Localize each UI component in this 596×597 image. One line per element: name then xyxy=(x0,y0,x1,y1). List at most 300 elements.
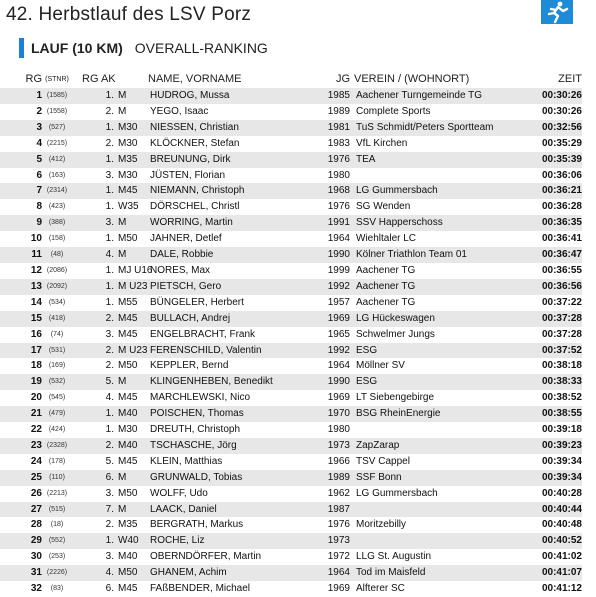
runner-name-cell: DÖRSCHEL, Christl xyxy=(150,201,240,213)
start-number-cell: (18) xyxy=(50,521,64,529)
club-cell: Aachener TG xyxy=(356,296,416,308)
age-class-cell: M45 xyxy=(118,311,148,327)
start-number-cell: (74) xyxy=(50,330,64,338)
ranking-label: OVERALL-RANKING xyxy=(134,40,268,56)
start-number-cell: (2314) xyxy=(42,183,72,199)
table-row xyxy=(0,422,582,438)
page-title: 42. Herbstlauf des LSV Porz xyxy=(6,4,252,25)
birth-year-cell: 1980 xyxy=(327,424,350,436)
age-class-rank-cell: 4. xyxy=(72,565,118,581)
runner-name-cell: LAACK, Daniel xyxy=(148,502,318,518)
birth-year-cell: 1983 xyxy=(327,137,350,149)
rank-cell: 7 xyxy=(0,183,42,199)
age-class-rank-cell: 1. xyxy=(72,406,118,422)
rank-cell: 25 xyxy=(0,470,42,486)
rank-cell: 4 xyxy=(36,137,42,149)
birth-year-cell: 1964 xyxy=(327,360,350,372)
club-cell: SSV Happerschoss xyxy=(354,215,534,231)
table-row xyxy=(0,438,582,454)
birth-year-cell: 1969 xyxy=(318,311,354,327)
age-class-rank-cell: 1. xyxy=(72,533,118,549)
club-cell: LLG St. Augustin xyxy=(356,551,432,563)
birth-year-cell: 1992 xyxy=(318,343,354,359)
runner-name-cell: MARCHLEWSKI, Nico xyxy=(150,392,251,404)
table-row xyxy=(0,454,582,470)
age-class-cell: M45 xyxy=(118,455,138,467)
table-row xyxy=(0,168,582,184)
runner-name-cell: NORES, Max xyxy=(150,264,211,276)
rank-cell: 5 xyxy=(0,152,42,168)
age-class-cell: M50 xyxy=(118,487,138,499)
birth-year-cell: 1990 xyxy=(318,247,354,263)
header-rgak: RG AK xyxy=(82,73,116,85)
age-class-cell: M U23 xyxy=(118,279,148,295)
start-number-cell: (424) xyxy=(48,426,66,434)
age-class-cell: M35 xyxy=(118,152,148,168)
club-cell: LG Gummersbach xyxy=(354,183,534,199)
age-class-rank-cell: 1. xyxy=(105,296,114,308)
club-cell: LG Gummersbach xyxy=(356,487,438,499)
club-cell: Complete Sports xyxy=(356,105,431,117)
runner-logo xyxy=(541,0,573,24)
start-number-cell: (388) xyxy=(42,215,72,231)
runner-name-cell: HUDROG, Mussa xyxy=(148,88,318,104)
age-class-cell: W40 xyxy=(118,533,148,549)
table-row xyxy=(0,311,582,327)
start-number-cell: (2086) xyxy=(46,266,68,274)
age-class-rank-cell: 1. xyxy=(105,424,114,436)
runner-name-cell: WOLFF, Udo xyxy=(150,487,208,499)
age-class-cell: M xyxy=(118,374,148,390)
birth-year-cell: 1973 xyxy=(318,533,354,549)
results-table xyxy=(0,70,582,597)
table-row xyxy=(0,152,582,168)
start-number-cell: (531) xyxy=(42,343,72,359)
table-row xyxy=(0,215,582,231)
club-cell: Kölner Triathlon Team 01 xyxy=(354,247,534,263)
age-class-rank-cell: 4. xyxy=(105,392,114,404)
age-class-rank-cell: 2. xyxy=(105,519,114,531)
runner-name-cell: DALE, Robbie xyxy=(148,247,318,263)
start-number-cell: (418) xyxy=(42,311,72,327)
club-cell xyxy=(354,168,534,184)
runner-name-cell: OBERNDÖRFER, Martin xyxy=(150,551,262,563)
club-cell: VfL Kirchen xyxy=(356,137,408,149)
finish-time-cell: 00:36:55 xyxy=(541,264,582,276)
age-class-cell: M35 xyxy=(118,519,138,531)
club-cell: LT Siebengebirge xyxy=(356,392,435,404)
finish-time-cell: 00:41:02 xyxy=(541,551,582,563)
finish-time-cell: 00:37:28 xyxy=(534,311,582,327)
club-cell: ESG xyxy=(354,374,534,390)
rank-cell: 1 xyxy=(0,88,42,104)
runner-name-cell: KLINGENHEBEN, Benedikt xyxy=(148,374,318,390)
runner-name-cell: NIESSEN, Christian xyxy=(148,120,318,136)
finish-time-cell: 00:36:21 xyxy=(534,183,582,199)
finish-time-cell: 00:37:52 xyxy=(534,343,582,359)
start-number-cell: (552) xyxy=(42,533,72,549)
finish-time-cell: 00:30:26 xyxy=(541,105,582,117)
runner-name-cell: TSCHASCHE, Jörg xyxy=(148,438,318,454)
club-cell: Aachener TG xyxy=(354,279,534,295)
age-class-rank-cell: 1. xyxy=(105,233,114,245)
finish-time-cell: 00:35:39 xyxy=(534,152,582,168)
start-number-cell: (412) xyxy=(42,152,72,168)
table-row xyxy=(0,183,582,199)
club-cell: Alfterer SC xyxy=(356,583,405,595)
runner-name-cell: KLEIN, Matthias xyxy=(150,455,223,467)
table-row xyxy=(0,486,582,502)
start-number-cell: (532) xyxy=(42,374,72,390)
age-class-rank-cell: 3. xyxy=(105,551,114,563)
age-class-rank-cell: 4. xyxy=(72,247,118,263)
age-class-cell: M45 xyxy=(118,328,138,340)
table-header-row xyxy=(0,70,582,88)
age-class-cell: M xyxy=(118,502,148,518)
table-row xyxy=(0,358,582,374)
birth-year-cell: 1987 xyxy=(318,502,354,518)
age-class-rank-cell: 3. xyxy=(105,169,114,181)
finish-time-cell: 00:38:33 xyxy=(534,374,582,390)
club-cell: Schwelmer Jungs xyxy=(356,328,435,340)
runner-name-cell: ROCHE, Liz xyxy=(148,533,318,549)
finish-time-cell: 00:40:48 xyxy=(541,519,582,531)
runner-name-cell: BÜNGELER, Herbert xyxy=(150,296,244,308)
start-number-cell: (534) xyxy=(48,298,66,306)
section-heading xyxy=(19,38,268,58)
rank-cell: 11 xyxy=(0,247,42,263)
table-row xyxy=(0,120,582,136)
start-number-cell: (163) xyxy=(48,171,66,179)
table-row xyxy=(0,247,582,263)
age-class-cell: M50 xyxy=(118,233,138,245)
start-number-cell: (479) xyxy=(42,406,72,422)
rank-cell: 16 xyxy=(30,328,42,340)
finish-time-cell: 00:35:29 xyxy=(541,137,582,149)
age-class-rank-cell: 1. xyxy=(72,152,118,168)
birth-year-cell: 1969 xyxy=(327,392,350,404)
table-row xyxy=(0,263,582,279)
rank-cell: 14 xyxy=(30,296,42,308)
table-row xyxy=(0,517,582,533)
table-row xyxy=(0,343,582,359)
runner-name-cell: GRUNWALD, Tobias xyxy=(148,470,318,486)
finish-time-cell: 00:36:35 xyxy=(534,215,582,231)
birth-year-cell: 1981 xyxy=(318,120,354,136)
runner-name-cell: BULLACH, Andrej xyxy=(148,311,318,327)
club-cell: BSG RheinEnergie xyxy=(354,406,534,422)
age-class-cell: M45 xyxy=(118,392,138,404)
finish-time-cell: 00:41:12 xyxy=(541,583,582,595)
age-class-cell: M30 xyxy=(118,120,148,136)
finish-time-cell: 00:38:55 xyxy=(534,406,582,422)
start-number-cell: (2226) xyxy=(42,565,72,581)
header-stnr: (STNR) xyxy=(45,75,69,83)
rank-cell: 23 xyxy=(0,438,42,454)
age-class-cell: MJ U16 xyxy=(118,264,153,276)
rank-cell: 2 xyxy=(36,105,42,117)
birth-year-cell: 1989 xyxy=(327,105,350,117)
rank-cell: 18 xyxy=(30,360,42,372)
birth-year-cell: 1973 xyxy=(318,438,354,454)
runner-name-cell: WORRING, Martin xyxy=(148,215,318,231)
start-number-cell: (178) xyxy=(48,457,66,465)
age-class-rank-cell: 5. xyxy=(72,374,118,390)
header-zeit: ZEIT xyxy=(558,73,582,85)
club-cell xyxy=(354,502,534,518)
age-class-rank-cell: 3. xyxy=(72,215,118,231)
club-cell: Tod im Maisfeld xyxy=(354,565,534,581)
table-row xyxy=(0,502,582,518)
club-cell: TuS Schmidt/Peters Sportteam xyxy=(354,120,534,136)
runner-name-cell: FAßBENDER, Michael xyxy=(150,583,251,595)
runner-name-cell: KEPPLER, Bernd xyxy=(150,360,229,372)
table-row xyxy=(0,327,582,343)
club-cell: Wiehltaler LC xyxy=(356,233,417,245)
start-number-cell: (158) xyxy=(48,235,66,243)
age-class-cell: M40 xyxy=(118,438,148,454)
finish-time-cell: 00:39:34 xyxy=(541,455,582,467)
results-body xyxy=(0,88,582,597)
finish-time-cell: 00:32:56 xyxy=(534,120,582,136)
finish-time-cell: 00:39:34 xyxy=(534,470,582,486)
rank-cell: 3 xyxy=(0,120,42,136)
start-number-cell: (169) xyxy=(48,362,66,370)
birth-year-cell: 1964 xyxy=(318,565,354,581)
age-class-rank-cell: 3. xyxy=(105,328,114,340)
section-accent-bar xyxy=(19,38,24,58)
age-class-cell: M xyxy=(118,88,148,104)
table-row xyxy=(0,406,582,422)
age-class-cell: M xyxy=(118,215,148,231)
age-class-cell: M40 xyxy=(118,406,148,422)
runner-name-cell: NIEMANN, Christoph xyxy=(148,183,318,199)
age-class-rank-cell: 2. xyxy=(105,360,114,372)
start-number-cell: (2092) xyxy=(42,279,72,295)
start-number-cell: (2215) xyxy=(46,139,68,147)
birth-year-cell: 1976 xyxy=(327,201,350,213)
rank-cell: 20 xyxy=(30,392,42,404)
rank-cell: 9 xyxy=(0,215,42,231)
header-verein: VEREIN / (WOHNORT) xyxy=(354,73,470,85)
birth-year-cell: 1985 xyxy=(318,88,354,104)
runner-name-cell: GHANEM, Achim xyxy=(148,565,318,581)
club-cell: SG Wenden xyxy=(356,201,411,213)
rank-cell: 6 xyxy=(36,169,42,181)
finish-time-cell: 00:39:18 xyxy=(541,424,582,436)
age-class-cell: M xyxy=(118,470,148,486)
age-class-rank-cell: 2. xyxy=(72,311,118,327)
runner-name-cell: FERENSCHILD, Valentin xyxy=(148,343,318,359)
rank-cell: 30 xyxy=(30,551,42,563)
header-jg: JG xyxy=(335,73,350,85)
runner-name-cell: PIETSCH, Gero xyxy=(148,279,318,295)
rank-cell: 29 xyxy=(0,533,42,549)
birth-year-cell: 1972 xyxy=(327,551,350,563)
start-number-cell: (515) xyxy=(42,502,72,518)
table-row xyxy=(0,581,582,597)
finish-time-cell: 00:37:22 xyxy=(541,296,582,308)
age-class-cell: M50 xyxy=(118,565,148,581)
rank-cell: 32 xyxy=(30,583,42,595)
start-number-cell: (2328) xyxy=(42,438,72,454)
age-class-cell: M50 xyxy=(118,360,138,372)
start-number-cell: (48) xyxy=(42,247,72,263)
runner-name-cell: JÜSTEN, Florian xyxy=(150,169,226,181)
start-number-cell: (545) xyxy=(48,394,66,402)
age-class-rank-cell: 3. xyxy=(105,487,114,499)
club-cell: Aachener TG xyxy=(356,264,416,276)
age-class-rank-cell: 5. xyxy=(105,455,114,467)
rank-cell: 26 xyxy=(30,487,42,499)
age-class-rank-cell: 1. xyxy=(72,183,118,199)
birth-year-cell: 1968 xyxy=(318,183,354,199)
age-class-rank-cell: 7. xyxy=(72,502,118,518)
birth-year-cell: 1969 xyxy=(327,583,350,595)
table-row xyxy=(0,374,582,390)
age-class-rank-cell: 1. xyxy=(72,88,118,104)
start-number-cell: (83) xyxy=(50,585,64,593)
rank-cell: 27 xyxy=(0,502,42,518)
race-label: LAUF (10 KM) xyxy=(31,40,123,56)
start-number-cell: (1558) xyxy=(46,107,68,115)
rank-cell: 22 xyxy=(30,424,42,436)
start-number-cell: (110) xyxy=(42,470,72,486)
club-cell: Aachener Turngemeinde TG xyxy=(354,88,534,104)
age-class-cell: M30 xyxy=(118,424,138,436)
birth-year-cell: 1957 xyxy=(327,296,350,308)
start-number-cell: (2213) xyxy=(46,489,68,497)
age-class-cell: M xyxy=(118,105,127,117)
age-class-cell: M55 xyxy=(118,296,138,308)
start-number-cell: (527) xyxy=(42,120,72,136)
table-row xyxy=(0,565,582,581)
age-class-rank-cell: 2. xyxy=(72,343,118,359)
birth-year-cell: 1970 xyxy=(318,406,354,422)
age-class-rank-cell: 1. xyxy=(72,279,118,295)
club-cell xyxy=(354,533,534,549)
header-name: NAME, VORNAME xyxy=(148,73,242,85)
age-class-cell: M xyxy=(118,247,148,263)
table-row xyxy=(0,279,582,295)
club-cell: ESG xyxy=(354,343,534,359)
age-class-rank-cell: 1. xyxy=(72,120,118,136)
birth-year-cell: 1992 xyxy=(318,279,354,295)
club-cell: TEA xyxy=(354,152,534,168)
rank-cell: 28 xyxy=(30,519,42,531)
start-number-cell: (1585) xyxy=(42,88,72,104)
rank-cell: 19 xyxy=(0,374,42,390)
rank-cell: 31 xyxy=(0,565,42,581)
table-row xyxy=(0,295,582,311)
age-class-rank-cell: 6. xyxy=(105,583,114,595)
start-number-cell: (423) xyxy=(48,203,66,211)
runner-icon xyxy=(541,0,573,24)
rank-cell: 24 xyxy=(30,455,42,467)
club-cell: LG Hückeswagen xyxy=(354,311,534,327)
age-class-cell: M40 xyxy=(118,551,138,563)
finish-time-cell: 00:39:23 xyxy=(534,438,582,454)
table-row xyxy=(0,199,582,215)
header-rg: RG xyxy=(25,73,42,85)
rank-cell: 13 xyxy=(0,279,42,295)
birth-year-cell: 1991 xyxy=(318,215,354,231)
birth-year-cell: 1976 xyxy=(318,152,354,168)
age-class-cell: M U23 xyxy=(118,343,148,359)
club-cell: SSF Bonn xyxy=(354,470,534,486)
runner-name-cell: JAHNER, Detlef xyxy=(150,233,222,245)
rank-cell: 12 xyxy=(30,264,42,276)
age-class-cell: M45 xyxy=(118,183,148,199)
finish-time-cell: 00:40:28 xyxy=(541,487,582,499)
birth-year-cell: 1964 xyxy=(327,233,350,245)
start-number-cell: (253) xyxy=(48,553,66,561)
table-row xyxy=(0,470,582,486)
birth-year-cell: 1962 xyxy=(327,487,350,499)
club-cell: Möllner SV xyxy=(356,360,405,372)
club-cell: TSV Cappel xyxy=(356,455,410,467)
runner-name-cell: ENGELBRACHT, Frank xyxy=(150,328,256,340)
finish-time-cell: 00:36:28 xyxy=(541,201,582,213)
club-cell: ZapZarap xyxy=(354,438,534,454)
finish-time-cell: 00:38:18 xyxy=(541,360,582,372)
finish-time-cell: 00:36:56 xyxy=(534,279,582,295)
runner-name-cell: KLÖCKNER, Stefan xyxy=(150,137,240,149)
runner-name-cell: YEGO, Isaac xyxy=(150,105,209,117)
age-class-cell: M30 xyxy=(118,169,138,181)
age-class-rank-cell: 2. xyxy=(105,137,114,149)
birth-year-cell: 1965 xyxy=(327,328,350,340)
finish-time-cell: 00:40:52 xyxy=(534,533,582,549)
finish-time-cell: 00:40:44 xyxy=(534,502,582,518)
birth-year-cell: 1990 xyxy=(318,374,354,390)
finish-time-cell: 00:37:28 xyxy=(541,328,582,340)
rank-cell: 10 xyxy=(30,233,42,245)
age-class-cell: M30 xyxy=(118,137,138,149)
club-cell: Moritzebilly xyxy=(356,519,407,531)
birth-year-cell: 1980 xyxy=(327,169,350,181)
table-row xyxy=(0,88,582,104)
rank-cell: 15 xyxy=(0,311,42,327)
runner-name-cell: DREUTH, Christoph xyxy=(150,424,241,436)
finish-time-cell: 00:36:06 xyxy=(541,169,582,181)
table-row xyxy=(0,549,582,565)
finish-time-cell: 00:41:07 xyxy=(534,565,582,581)
finish-time-cell: 00:38:52 xyxy=(541,392,582,404)
rank-cell: 21 xyxy=(0,406,42,422)
rank-cell: 17 xyxy=(0,343,42,359)
finish-time-cell: 00:36:41 xyxy=(541,233,582,245)
age-class-rank-cell: 2. xyxy=(72,438,118,454)
birth-year-cell: 1976 xyxy=(327,519,350,531)
age-class-cell: M45 xyxy=(118,583,138,595)
age-class-cell: W35 xyxy=(118,201,139,213)
table-row xyxy=(0,231,582,247)
runner-name-cell: BREUNUNG, Dirk xyxy=(148,152,318,168)
age-class-rank-cell: 6. xyxy=(72,470,118,486)
runner-name-cell: BERGRATH, Markus xyxy=(150,519,244,531)
table-row xyxy=(0,390,582,406)
age-class-rank-cell: 1. xyxy=(105,264,114,276)
age-class-rank-cell: 2. xyxy=(105,105,114,117)
rank-cell: 8 xyxy=(36,201,42,213)
birth-year-cell: 1989 xyxy=(318,470,354,486)
birth-year-cell: 1999 xyxy=(327,264,350,276)
birth-year-cell: 1966 xyxy=(327,455,350,467)
table-row xyxy=(0,104,582,120)
age-class-rank-cell: 1. xyxy=(105,201,114,213)
finish-time-cell: 00:36:47 xyxy=(534,247,582,263)
